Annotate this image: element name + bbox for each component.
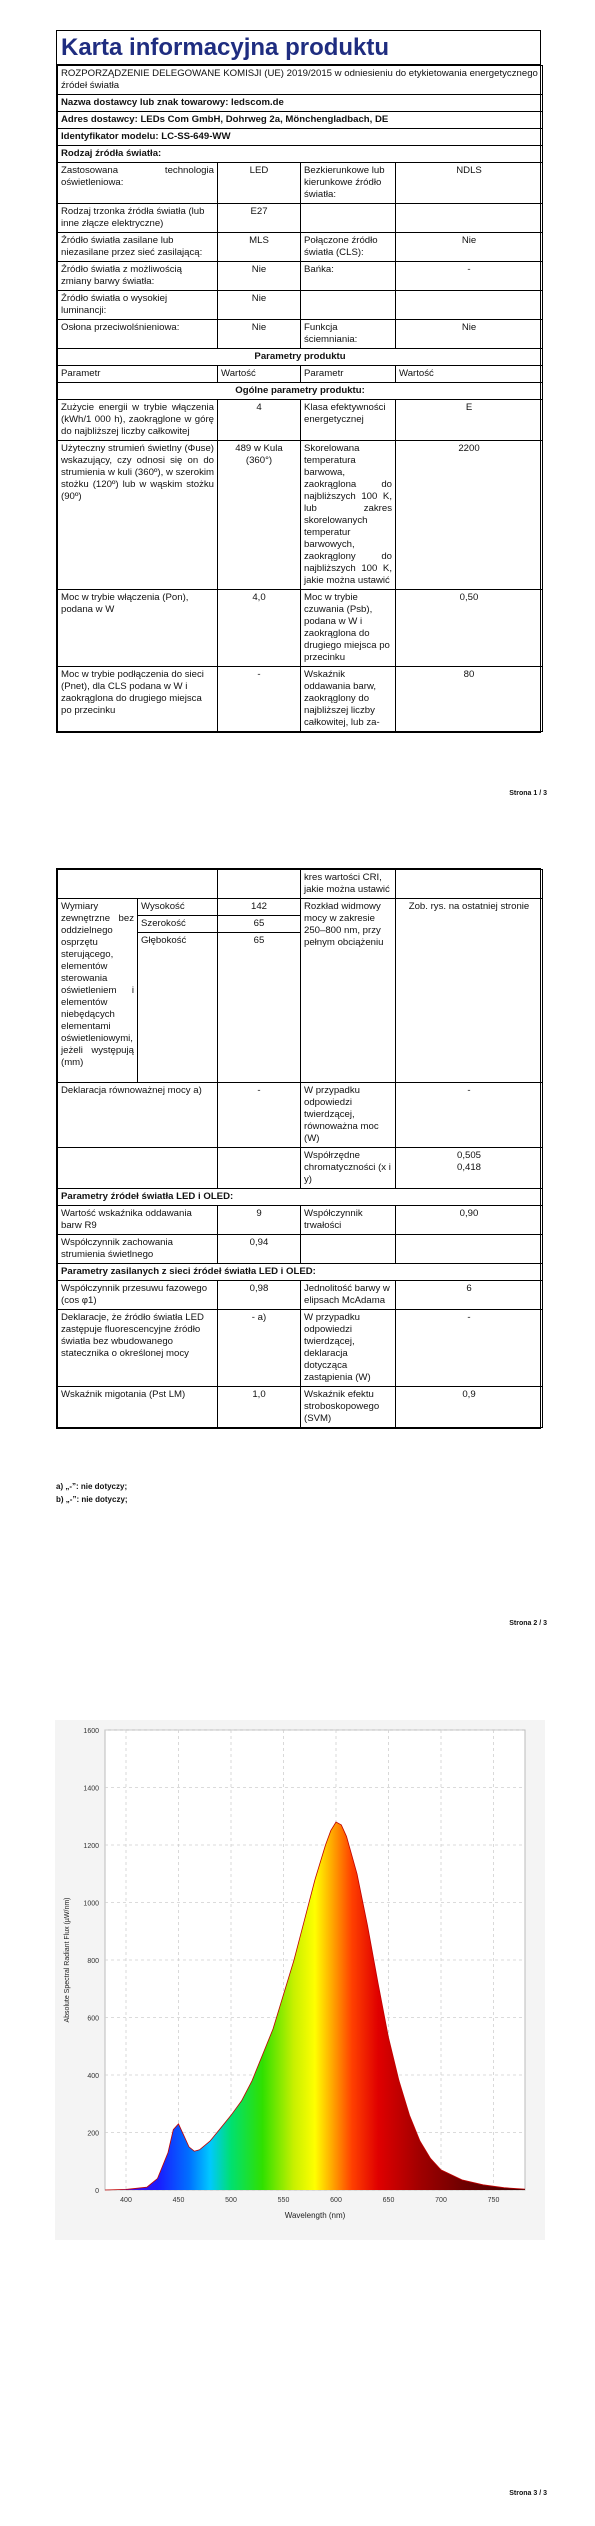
column-header: Wartość xyxy=(218,366,301,383)
table-row xyxy=(58,1310,543,1387)
x-tick-label: 400 xyxy=(120,2197,132,2204)
param-label: Rodzaj trzonka źródła światła (lub inne złącze elektryczne) xyxy=(58,204,218,233)
param-value: LED xyxy=(218,163,301,204)
supplier-address: Adres dostawcy: LEDs Com GmbH, Dohrweg 2a, Mönchengladbach, DE xyxy=(58,112,543,129)
footnote-a: a) „-”: nie dotyczy; xyxy=(56,1482,128,1491)
model-identifier: Identyfikator modelu: LC-SS-649-WW xyxy=(58,129,543,146)
param-label xyxy=(301,291,396,320)
table-row xyxy=(58,320,543,349)
param-value: 0,94 xyxy=(218,1235,301,1264)
param-value: E xyxy=(396,400,543,441)
param-label: Funkcja ściemniania: xyxy=(301,320,396,349)
table-row xyxy=(58,233,543,262)
x-tick-label: 750 xyxy=(487,2197,500,2204)
param-value: Nie xyxy=(396,233,543,262)
param-value: 6 xyxy=(396,1281,543,1310)
param-label: Moc w trybie włączenia (Pon), podana w W xyxy=(58,590,218,667)
column-header: Parametr xyxy=(301,366,396,383)
footnotes xyxy=(56,1480,128,1506)
table-row xyxy=(58,400,543,441)
x-tick-label: 700 xyxy=(435,2197,447,2204)
param-label: Rozkład widmowy mocy w zakresie 250–800 nm, przy pełnym obciążeniu xyxy=(301,899,396,1083)
table-row xyxy=(58,899,543,916)
table-row xyxy=(58,1083,543,1148)
param-label: kres wartości CRI, jakie można ustawić xyxy=(301,870,396,899)
param-label: W przypadku odpowiedzi twierdzącej, deklaracja dotycząca zastąpienia (W) xyxy=(301,1310,396,1387)
param-value xyxy=(218,1148,301,1189)
table-row xyxy=(58,262,543,291)
y-tick-label: 600 xyxy=(87,2015,99,2023)
y-tick-label: 400 xyxy=(87,2073,99,2080)
footnote-b: b) „-”: nie dotyczy; xyxy=(56,1495,128,1504)
y-tick-label: 1400 xyxy=(83,1785,99,1793)
param-value: 4 xyxy=(218,400,301,441)
param-value xyxy=(396,204,543,233)
spectral-distribution-chart xyxy=(55,1720,545,2240)
param-label: Współczynnik trwałości xyxy=(301,1206,396,1235)
y-tick-label: 200 xyxy=(87,2130,99,2138)
param-label: Współrzędne chromatyczności (x i y) xyxy=(301,1148,396,1189)
x-tick-label: 650 xyxy=(382,2197,395,2204)
param-label: Deklaracje, że źródło światła LED zastępuje fluorescencyjne źródło światła bez wbudowanego statecznika o określonej mocy xyxy=(58,1310,218,1387)
info-table-page-1 xyxy=(57,65,543,732)
column-headers xyxy=(58,366,543,383)
dimension-name: Wysokość xyxy=(138,899,218,916)
param-value: - xyxy=(218,667,301,732)
param-value: 80 xyxy=(396,667,543,732)
table-row xyxy=(58,204,543,233)
param-value: - a) xyxy=(218,1310,301,1387)
product-info-sheet xyxy=(56,64,541,733)
param-label: Źródło światła o wysokiej luminancji: xyxy=(58,291,218,320)
table-row xyxy=(58,1206,543,1235)
param-label: Osłona przeciwolśnieniowa: xyxy=(58,320,218,349)
dimension-value: 142 xyxy=(218,899,301,916)
param-value: - xyxy=(396,262,543,291)
param-label: Wskaźnik efektu stroboskopowego (SVM) xyxy=(301,1387,396,1428)
param-value: - xyxy=(218,1083,301,1148)
mains-params-header: Parametry zasilanych z sieci źródeł światła LED i OLED: xyxy=(58,1264,543,1281)
param-value: 0,90 xyxy=(396,1206,543,1235)
param-label: Moc w trybie podłączenia do sieci (Pnet), dla CLS podana w W i zaokrąglona do drugiego miejsca po przecinku xyxy=(58,667,218,732)
x-tick-label: 600 xyxy=(330,2197,342,2204)
param-value xyxy=(396,1235,543,1264)
empty-cell xyxy=(58,870,218,899)
table-row xyxy=(58,1387,543,1428)
param-value: - xyxy=(396,1310,543,1387)
param-label: Wskaźnik oddawania barw, zaokrąglony do najbliższej liczby całkowitej, lub za- xyxy=(301,667,396,732)
regulation-text: ROZPORZĄDZENIE DELEGOWANE KOMISJI (UE) 2019/2015 w odniesieniu do etykietowania energetycznego źródeł światła xyxy=(58,66,543,95)
x-tick-label: 450 xyxy=(172,2197,185,2204)
param-value: 4,0 xyxy=(218,590,301,667)
param-label xyxy=(58,1148,218,1189)
general-params-header: Ogólne parametry produktu: xyxy=(58,383,543,400)
y-tick-label: 1000 xyxy=(83,1900,99,1908)
param-label: Moc w trybie czuwania (Psb), podana w W i zaokrąglona do drugiego miejsca po przecinku xyxy=(301,590,396,667)
param-value: E27 xyxy=(218,204,301,233)
document-title: Karta informacyjna produktu xyxy=(56,30,541,64)
param-label: Bezkierunkowe lub kierunkowe źródło światła: xyxy=(301,163,396,204)
dimension-value: 65 xyxy=(218,916,301,933)
param-value: - xyxy=(396,1083,543,1148)
column-header: Parametr xyxy=(58,366,218,383)
y-tick-label: 0 xyxy=(95,2188,99,2195)
param-label: Jednolitość barwy w elipsach McAdama xyxy=(301,1281,396,1310)
param-value: MLS xyxy=(218,233,301,262)
page-3 xyxy=(0,1700,595,2526)
param-value: NDLS xyxy=(396,163,543,204)
param-value: Nie xyxy=(218,291,301,320)
table-row xyxy=(58,1148,543,1189)
param-label: Klasa efektywności energetycznej xyxy=(301,400,396,441)
param-value: Nie xyxy=(396,320,543,349)
dimensions-label: Wymiary zewnętrzne bez oddzielnego osprzętu sterującego, elementów sterowania oświetleniem i elementów niebędących elementami oświetleniowymi, jeżeli występują (mm) xyxy=(58,899,138,1083)
dimension-name: Głębokość xyxy=(138,933,218,1083)
param-label: Wskaźnik migotania (Pst LM) xyxy=(58,1387,218,1428)
y-tick-label: 800 xyxy=(87,1958,99,1965)
param-label: Skorelowana temperatura barwowa, zaokrąglona do najbliższych 100 K, lub zakres skorelowanych temperatur barwowych, zaokrąglony do najbliższych 100 K, jakie można ustawić xyxy=(301,441,396,590)
empty-cell xyxy=(218,870,301,899)
param-value: 2200 xyxy=(396,441,543,590)
param-label: Bańka: xyxy=(301,262,396,291)
param-label: Użyteczny strumień świetlny (Φuse) wskazujący, czy odnosi się on do strumienia w kuli (360º), w szerokim stożku (120º) lub w wąskim stożku (90º) xyxy=(58,441,218,590)
table-row xyxy=(58,667,543,732)
page-number: Strona 3 / 3 xyxy=(509,2490,547,2497)
table-row xyxy=(58,441,543,590)
x-axis-label: Wavelength (nm) xyxy=(284,2211,346,2220)
param-value: 0,50 xyxy=(396,590,543,667)
spectrum-svg xyxy=(55,1720,545,2240)
param-value: 9 xyxy=(218,1206,301,1235)
page-number: Strona 2 / 3 xyxy=(509,1620,547,1627)
page-number: Strona 1 / 3 xyxy=(509,790,547,797)
table-row xyxy=(58,1235,543,1264)
param-value: Nie xyxy=(218,320,301,349)
param-label xyxy=(301,204,396,233)
x-tick-label: 500 xyxy=(225,2197,237,2204)
param-label xyxy=(301,1235,396,1264)
light-source-type-header: Rodzaj źródła światła: xyxy=(58,146,543,163)
supplier-name: Nazwa dostawcy lub znak towarowy: ledscom.de xyxy=(58,95,543,112)
table-row xyxy=(58,870,543,899)
param-value: 0,98 xyxy=(218,1281,301,1310)
param-value: Nie xyxy=(218,262,301,291)
y-axis-label: Absolute Spectral Radiant Flux (µW/nm) xyxy=(64,1897,71,2023)
chromaticity-value: 0,505 0,418 xyxy=(396,1148,543,1189)
param-label: Źródło światła z możliwością zmiany barwy światła: xyxy=(58,262,218,291)
dimension-name: Szerokość xyxy=(138,916,218,933)
page-1 xyxy=(0,0,595,820)
y-tick-label: 1600 xyxy=(83,1728,99,1735)
param-label: Źródło światła zasilane lub niezasilane przez sieć zasilającą: xyxy=(58,233,218,262)
x-tick-label: 550 xyxy=(277,2197,290,2204)
info-table-page-2 xyxy=(57,869,543,1428)
table-row xyxy=(58,163,543,204)
param-label: Współczynnik przesuwu fazowego (cos φ1) xyxy=(58,1281,218,1310)
param-label: Deklaracja równoważnej mocy a) xyxy=(58,1083,218,1148)
empty-cell xyxy=(396,870,543,899)
product-params-header: Parametry produktu xyxy=(58,349,543,366)
param-value xyxy=(396,291,543,320)
param-label: W przypadku odpowiedzi twierdzącej, równoważna moc (W) xyxy=(301,1083,396,1148)
param-label: Współczynnik zachowania strumienia świetlnego xyxy=(58,1235,218,1264)
led-params-header: Parametry źródeł światła LED i OLED: xyxy=(58,1189,543,1206)
param-label: Zużycie energii w trybie włączenia (kWh/1 000 h), zaokrąglone w górę do najbliższej liczby całkowitej xyxy=(58,400,218,441)
table-row xyxy=(58,291,543,320)
param-label: Wartość wskaźnika oddawania barw R9 xyxy=(58,1206,218,1235)
table-row xyxy=(58,590,543,667)
table-row xyxy=(58,1281,543,1310)
dimension-value: 65 xyxy=(218,933,301,1083)
param-value: 489 w Kula (360°) xyxy=(218,441,301,590)
param-label: Połączone źródło światła (CLS): xyxy=(301,233,396,262)
param-value: 1,0 xyxy=(218,1387,301,1428)
param-label: Zastosowana technologia oświetleniowa: xyxy=(58,163,218,204)
y-tick-label: 1200 xyxy=(83,1843,99,1850)
param-value: Zob. rys. na ostatniej stronie xyxy=(396,899,543,1083)
column-header: Wartość xyxy=(396,366,543,383)
product-info-sheet-continued xyxy=(56,868,541,1429)
param-value: 0,9 xyxy=(396,1387,543,1428)
page-2 xyxy=(0,850,595,1650)
